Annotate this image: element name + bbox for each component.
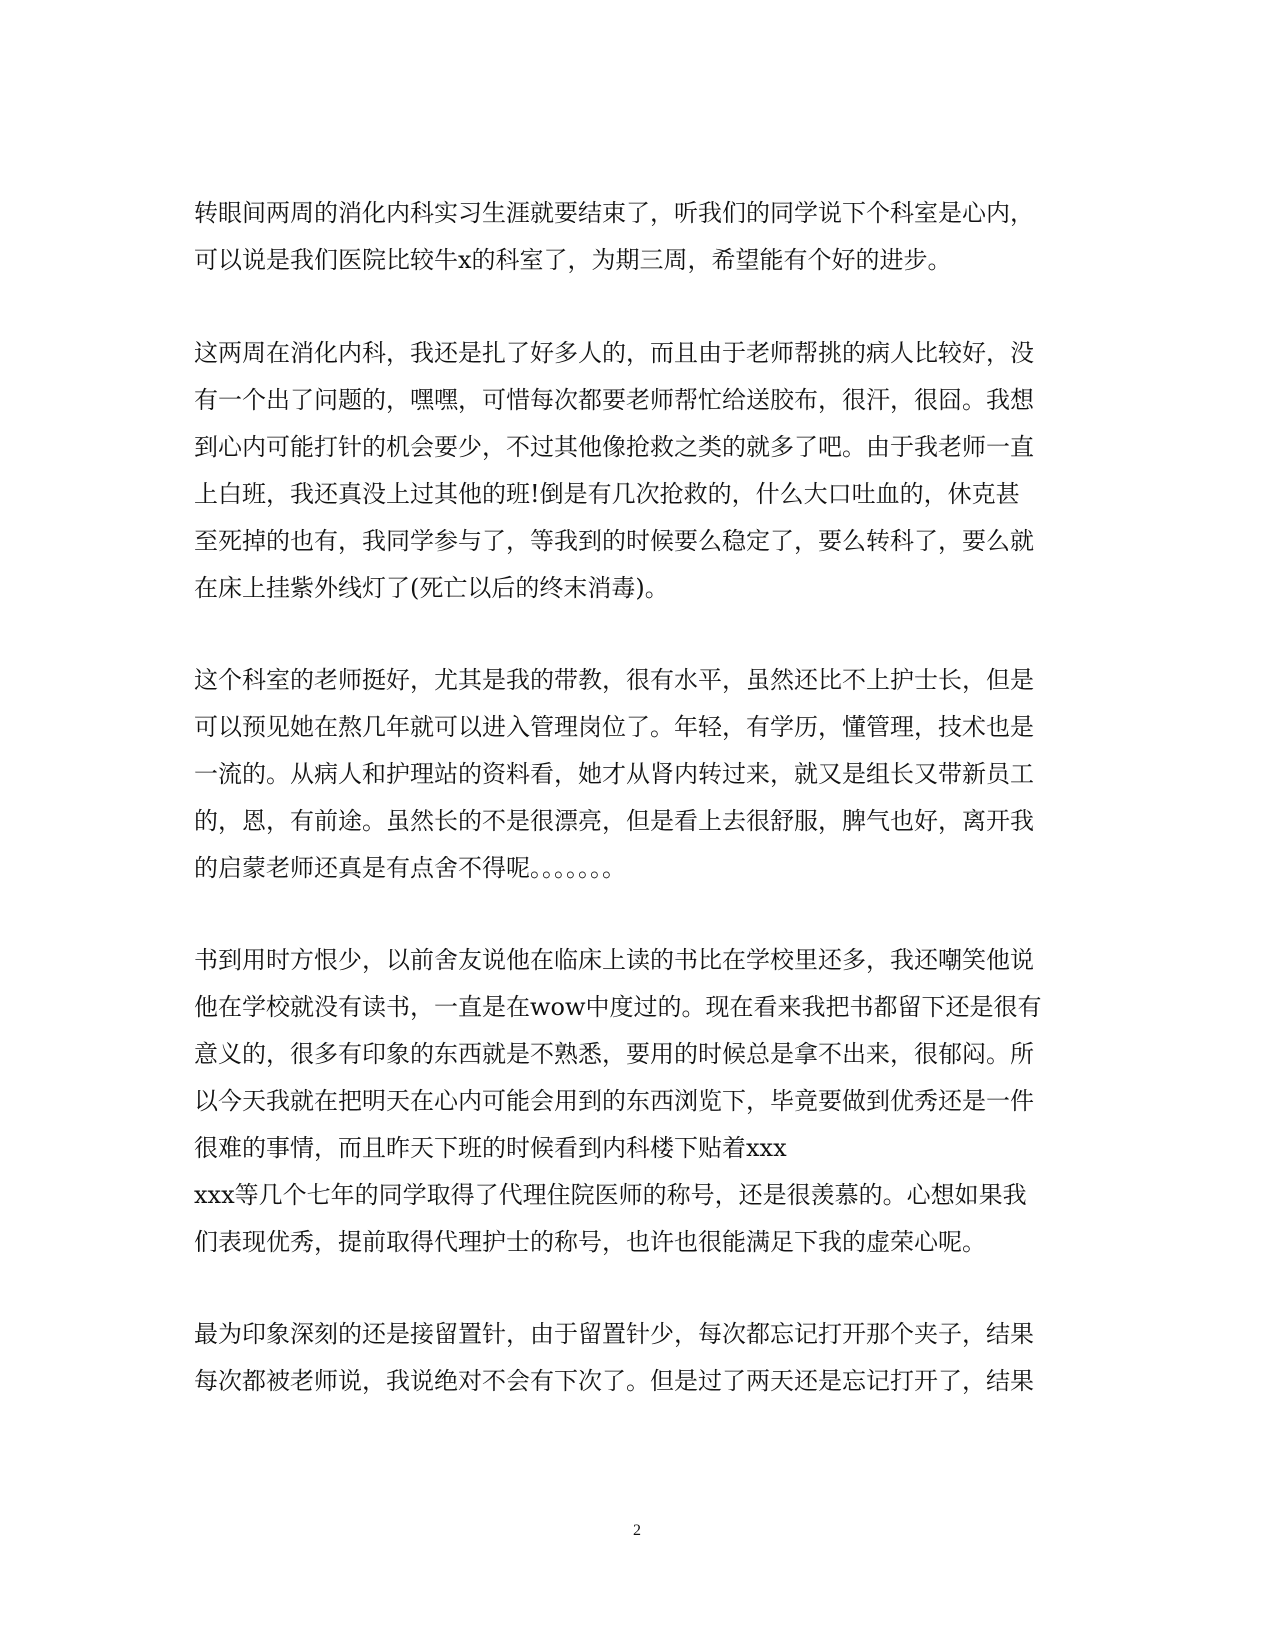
text-line: 每次都被老师说，我说绝对不会有下次了。但是过了两天还是忘记打开了，结果 xyxy=(194,1367,1034,1395)
text-line: 的启蒙老师还真是有点舍不得呢。。。。。。。 xyxy=(194,854,626,882)
text-line: 的，恩，有前途。虽然长的不是很漂亮，但是看上去很舒服，脾气也好，离开我 xyxy=(194,807,1034,835)
text-line: 意义的，很多有印象的东西就是不熟悉，要用的时候总是拿不出来，很郁闷。所 xyxy=(194,1040,1034,1068)
text-line: 转眼间两周的消化内科实习生涯就要结束了，听我们的同学说下个科室是心内， xyxy=(194,199,1034,227)
text-line: 可以预见她在熬几年就可以进入管理岗位了。年轻，有学历，懂管理，技术也是 xyxy=(194,713,1034,741)
text-line: 在床上挂紫外线灯了(死亡以后的终末消毒)。 xyxy=(194,574,669,602)
text-line: 上白班，我还真没上过其他的班!倒是有几次抢救的，什么大口吐血的，休克甚 xyxy=(194,480,1020,508)
text-line: 他在学校就没有读书，一直是在wow中度过的。现在看来我把书都留下还是很有 xyxy=(194,993,1042,1021)
text-line: xxx等几个七年的同学取得了代理住院医师的称号，还是很羡慕的。心想如果我 xyxy=(194,1181,1027,1209)
text-line: 很难的事情，而且昨天下班的时候看到内科楼下贴着xxx xyxy=(194,1134,787,1162)
text-line: 们表现优秀，提前取得代理护士的称号，也许也很能满足下我的虚荣心呢。 xyxy=(194,1228,986,1256)
text-line: 可以说是我们医院比较牛x的科室了，为期三周，希望能有个好的进步。 xyxy=(194,246,952,274)
text-line: 这两周在消化内科，我还是扎了好多人的，而且由于老师帮挑的病人比较好，没 xyxy=(194,339,1034,367)
text-line: 书到用时方恨少，以前舍友说他在临床上读的书比在学校里还多，我还嘲笑他说 xyxy=(194,946,1034,974)
text-line: 至死掉的也有，我同学参与了，等我到的时候要么稳定了，要么转科了，要么就 xyxy=(194,527,1034,555)
text-line: 最为印象深刻的还是接留置针，由于留置针少，每次都忘记打开那个夹子，结果 xyxy=(194,1320,1034,1348)
text-line: 有一个出了问题的，嘿嘿，可惜每次都要老师帮忙给送胶布，很汗，很囧。我想 xyxy=(194,386,1034,414)
text-line: 一流的。从病人和护理站的资料看，她才从肾内转过来，就又是组长又带新员工 xyxy=(194,760,1034,788)
page-number: 2 xyxy=(633,1522,641,1539)
text-line: 到心内可能打针的机会要少，不过其他像抢救之类的就多了吧。由于我老师一直 xyxy=(194,433,1034,461)
text-line: 以今天我就在把明天在心内可能会用到的东西浏览下，毕竟要做到优秀还是一件 xyxy=(194,1087,1034,1115)
text-line: 这个科室的老师挺好，尤其是我的带教，很有水平，虽然还比不上护士长，但是 xyxy=(194,666,1034,694)
